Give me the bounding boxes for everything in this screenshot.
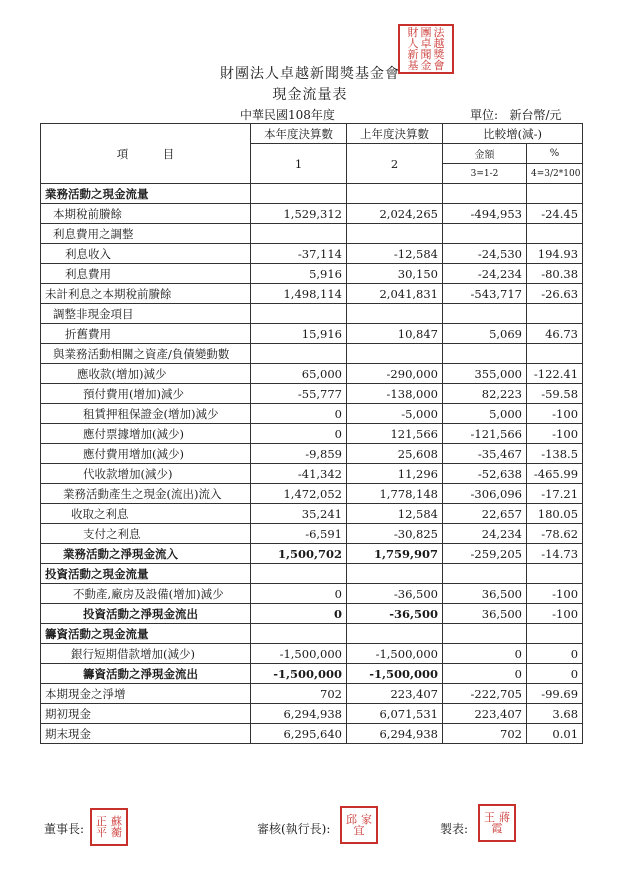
table-row	[41, 424, 583, 444]
seal-glyph: 獎	[433, 48, 445, 61]
prior-year-value: 10,847	[347, 324, 443, 344]
percent-change-value: -122.41	[527, 364, 583, 384]
percent-change-value	[527, 564, 583, 584]
seal-glyph: 霞	[491, 822, 503, 835]
seal-glyph: 正	[96, 815, 107, 828]
table-row	[41, 264, 583, 284]
prior-year-value: 223,407	[347, 684, 443, 704]
current-year-value: 0	[251, 584, 347, 604]
current-year-value: -1,500,000	[251, 664, 347, 684]
table-row	[41, 304, 583, 324]
table-row	[41, 504, 583, 524]
unit-label: 單位:	[470, 108, 499, 122]
current-year-value	[251, 224, 347, 244]
prior-year-value: 12,584	[347, 504, 443, 524]
header-pct-formula: 4=3/2*100	[527, 164, 583, 184]
seal-glyph: 蔣	[499, 811, 510, 824]
seal-glyph: 越	[433, 37, 445, 50]
difference-value: -494,953	[443, 204, 527, 224]
prior-year-value: -30,825	[347, 524, 443, 544]
table-row	[41, 204, 583, 224]
current-year-value: -37,114	[251, 244, 347, 264]
table-row	[41, 464, 583, 484]
table-row	[41, 584, 583, 604]
difference-value	[443, 184, 527, 204]
header-compare: 比較增(減-)	[443, 124, 583, 144]
table-row	[41, 644, 583, 664]
table-row	[41, 604, 583, 624]
percent-change-value: -100	[527, 604, 583, 624]
percent-change-value: -14.73	[527, 544, 583, 564]
prior-year-value	[347, 564, 443, 584]
row-label: 投資活動之現金流量	[41, 564, 251, 584]
row-label: 未計利息之本期稅前賸餘	[41, 284, 251, 304]
row-label: 業務活動產生之現金(流出)流入	[41, 484, 251, 504]
difference-value: 0	[443, 644, 527, 664]
row-label: 投資活動之淨現金流出	[41, 604, 251, 624]
seal-glyph: 財	[407, 26, 419, 39]
current-year-value: 0	[251, 604, 347, 624]
difference-value: -306,096	[443, 484, 527, 504]
prior-year-value: 2,041,831	[347, 284, 443, 304]
current-year-value: 1,529,312	[251, 204, 347, 224]
percent-change-value	[527, 184, 583, 204]
seal-glyph: 團	[420, 26, 432, 39]
row-label: 與業務活動相關之資產/負債變動數	[41, 344, 251, 364]
header-pct: %	[527, 144, 583, 164]
percent-change-value	[527, 344, 583, 364]
table-row	[41, 404, 583, 424]
percent-change-value: -26.63	[527, 284, 583, 304]
difference-value: -121,566	[443, 424, 527, 444]
seal-glyph: 基	[407, 59, 419, 72]
row-label: 預付費用(增加)減少	[41, 384, 251, 404]
row-label: 應付費用增加(減少)	[41, 444, 251, 464]
statement-title: 現金流量表	[272, 87, 348, 103]
row-label: 調整非現金項目	[41, 304, 251, 324]
current-year-value: 0	[251, 404, 347, 424]
chairman-label: 董事長:	[44, 822, 85, 836]
unit-value: 新台幣/元	[509, 108, 562, 122]
current-year-value: -9,859	[251, 444, 347, 464]
seal-glyph: 會	[433, 59, 445, 72]
table-row	[41, 244, 583, 264]
preparer-seal-stamp	[478, 804, 516, 842]
cash-flow-table	[40, 123, 583, 744]
table-row	[41, 384, 583, 404]
row-label: 籌資活動之現金流量	[41, 624, 251, 644]
seal-glyph: 蘅	[111, 826, 122, 839]
prior-year-value: -12,584	[347, 244, 443, 264]
difference-value: 24,234	[443, 524, 527, 544]
row-label: 應收款(增加)減少	[41, 364, 251, 384]
percent-change-value: -100	[527, 424, 583, 444]
difference-value	[443, 304, 527, 324]
table-row	[41, 184, 583, 204]
prior-year-value: 6,071,531	[347, 704, 443, 724]
table-row	[41, 544, 583, 564]
current-year-value: 6,295,640	[251, 724, 347, 744]
difference-value	[443, 564, 527, 584]
row-label: 業務活動之現金流量	[41, 184, 251, 204]
percent-change-value	[527, 224, 583, 244]
difference-value: 355,000	[443, 364, 527, 384]
percent-change-value: -24.45	[527, 204, 583, 224]
header-amount: 金額	[443, 144, 527, 164]
percent-change-value: 180.05	[527, 504, 583, 524]
row-label: 代收款增加(減少)	[41, 464, 251, 484]
percent-change-value: 194.93	[527, 244, 583, 264]
current-year-value: 1,498,114	[251, 284, 347, 304]
prior-year-value	[347, 184, 443, 204]
table-row	[41, 624, 583, 644]
seal-glyph: 蘇	[111, 815, 122, 828]
prior-year-value: 25,608	[347, 444, 443, 464]
header-item: 項 目	[41, 124, 251, 184]
seal-glyph: 邱	[346, 813, 357, 826]
header-current-no: 1	[251, 144, 347, 184]
prior-year-value: 2,024,265	[347, 204, 443, 224]
auditor-seal-stamp	[340, 806, 378, 844]
prior-year-value: -290,000	[347, 364, 443, 384]
current-year-value: 5,916	[251, 264, 347, 284]
percent-change-value: -100	[527, 404, 583, 424]
current-year-value: -41,342	[251, 464, 347, 484]
current-year-value: 6,294,938	[251, 704, 347, 724]
seal-glyph: 家	[361, 813, 372, 826]
difference-value	[443, 224, 527, 244]
difference-value: -52,638	[443, 464, 527, 484]
current-year-value: -1,500,000	[251, 644, 347, 664]
row-label: 期初現金	[41, 704, 251, 724]
seal-glyph: 王	[484, 811, 495, 824]
prior-year-value: -36,500	[347, 584, 443, 604]
seal-glyph: 金	[420, 59, 432, 72]
table-row	[41, 564, 583, 584]
current-year-value: 0	[251, 424, 347, 444]
prior-year-value: -1,500,000	[347, 644, 443, 664]
preparer-label: 製表:	[440, 822, 469, 836]
difference-value: -35,467	[443, 444, 527, 464]
table-row	[41, 444, 583, 464]
prior-year-value: 1,778,148	[347, 484, 443, 504]
header-prior-year: 上年度決算數	[347, 124, 443, 144]
difference-value: -24,234	[443, 264, 527, 284]
table-row	[41, 284, 583, 304]
chairman-seal-stamp	[90, 808, 128, 846]
difference-value	[443, 624, 527, 644]
difference-value	[443, 344, 527, 364]
percent-change-value: -78.62	[527, 524, 583, 544]
current-year-value	[251, 344, 347, 364]
current-year-value: -55,777	[251, 384, 347, 404]
seal-glyph: 法	[433, 26, 445, 39]
prior-year-value	[347, 304, 443, 324]
table-row	[41, 484, 583, 504]
row-label: 不動產,廠房及設備(增加)減少	[41, 584, 251, 604]
document-title: 財團法人卓越新聞獎基金會	[220, 66, 400, 82]
difference-value: -222,705	[443, 684, 527, 704]
percent-change-value: -99.69	[527, 684, 583, 704]
percent-change-value: 3.68	[527, 704, 583, 724]
table-row	[41, 704, 583, 724]
difference-value: 5,069	[443, 324, 527, 344]
seal-glyph: 人	[407, 37, 419, 50]
seal-glyph: 宜	[353, 824, 365, 837]
prior-year-value: 6,294,938	[347, 724, 443, 744]
prior-year-value	[347, 344, 443, 364]
difference-value: 5,000	[443, 404, 527, 424]
row-label: 本期現金之淨增	[41, 684, 251, 704]
table-row	[41, 344, 583, 364]
percent-change-value: 0.01	[527, 724, 583, 744]
current-year-value	[251, 304, 347, 324]
table-row	[41, 224, 583, 244]
row-label: 本期稅前賸餘	[41, 204, 251, 224]
table-row	[41, 664, 583, 684]
prior-year-value: 30,150	[347, 264, 443, 284]
percent-change-value: 46.73	[527, 324, 583, 344]
difference-value: 82,223	[443, 384, 527, 404]
prior-year-value: -36,500	[347, 604, 443, 624]
difference-value: 22,657	[443, 504, 527, 524]
prior-year-value	[347, 224, 443, 244]
prior-year-value: -1,500,000	[347, 664, 443, 684]
row-label: 籌資活動之淨現金流出	[41, 664, 251, 684]
header-current-year: 本年度決算數	[251, 124, 347, 144]
current-year-value	[251, 184, 347, 204]
current-year-value: 65,000	[251, 364, 347, 384]
row-label: 銀行短期借款增加(減少)	[41, 644, 251, 664]
prior-year-value: 11,296	[347, 464, 443, 484]
seal-glyph: 聞	[420, 48, 432, 61]
percent-change-value: -138.5	[527, 444, 583, 464]
row-label: 利息費用之調整	[41, 224, 251, 244]
prior-year-value: 1,759,907	[347, 544, 443, 564]
difference-value: 702	[443, 724, 527, 744]
auditor-label: 審核(執行長):	[257, 822, 331, 836]
difference-value: 223,407	[443, 704, 527, 724]
row-label: 收取之利息	[41, 504, 251, 524]
current-year-value	[251, 564, 347, 584]
table-row	[41, 684, 583, 704]
percent-change-value	[527, 304, 583, 324]
current-year-value: 15,916	[251, 324, 347, 344]
current-year-value: 702	[251, 684, 347, 704]
header-prior-no: 2	[347, 144, 443, 184]
percent-change-value: -465.99	[527, 464, 583, 484]
difference-value: 0	[443, 664, 527, 684]
table-row	[41, 364, 583, 384]
table-row	[41, 724, 583, 744]
current-year-value: 35,241	[251, 504, 347, 524]
difference-value: 36,500	[443, 604, 527, 624]
row-label: 利息收入	[41, 244, 251, 264]
header-amount-formula: 3=1-2	[443, 164, 527, 184]
prior-year-value: -5,000	[347, 404, 443, 424]
current-year-value	[251, 624, 347, 644]
percent-change-value: -17.21	[527, 484, 583, 504]
row-label: 應付票據增加(減少)	[41, 424, 251, 444]
table-row	[41, 524, 583, 544]
percent-change-value: 0	[527, 644, 583, 664]
difference-value: 36,500	[443, 584, 527, 604]
prior-year-value: 121,566	[347, 424, 443, 444]
fiscal-period: 中華民國108年度	[240, 108, 335, 122]
seal-glyph: 新	[407, 48, 419, 61]
prior-year-value	[347, 624, 443, 644]
seal-glyph: 卓	[420, 37, 432, 50]
percent-change-value: 0	[527, 664, 583, 684]
percent-change-value	[527, 624, 583, 644]
difference-value: -24,530	[443, 244, 527, 264]
prior-year-value: -138,000	[347, 384, 443, 404]
difference-value: -259,205	[443, 544, 527, 564]
percent-change-value: -59.58	[527, 384, 583, 404]
percent-change-value: -80.38	[527, 264, 583, 284]
current-year-value: 1,472,052	[251, 484, 347, 504]
seal-glyph: 平	[96, 826, 107, 839]
difference-value: -543,717	[443, 284, 527, 304]
row-label: 利息費用	[41, 264, 251, 284]
row-label: 折舊費用	[41, 324, 251, 344]
percent-change-value: -100	[527, 584, 583, 604]
current-year-value: 1,500,702	[251, 544, 347, 564]
row-label: 支付之利息	[41, 524, 251, 544]
table-row	[41, 324, 583, 344]
current-year-value: -6,591	[251, 524, 347, 544]
row-label: 期末現金	[41, 724, 251, 744]
row-label: 租賃押租保證金(增加)減少	[41, 404, 251, 424]
row-label: 業務活動之淨現金流入	[41, 544, 251, 564]
currency-unit	[470, 106, 562, 123]
